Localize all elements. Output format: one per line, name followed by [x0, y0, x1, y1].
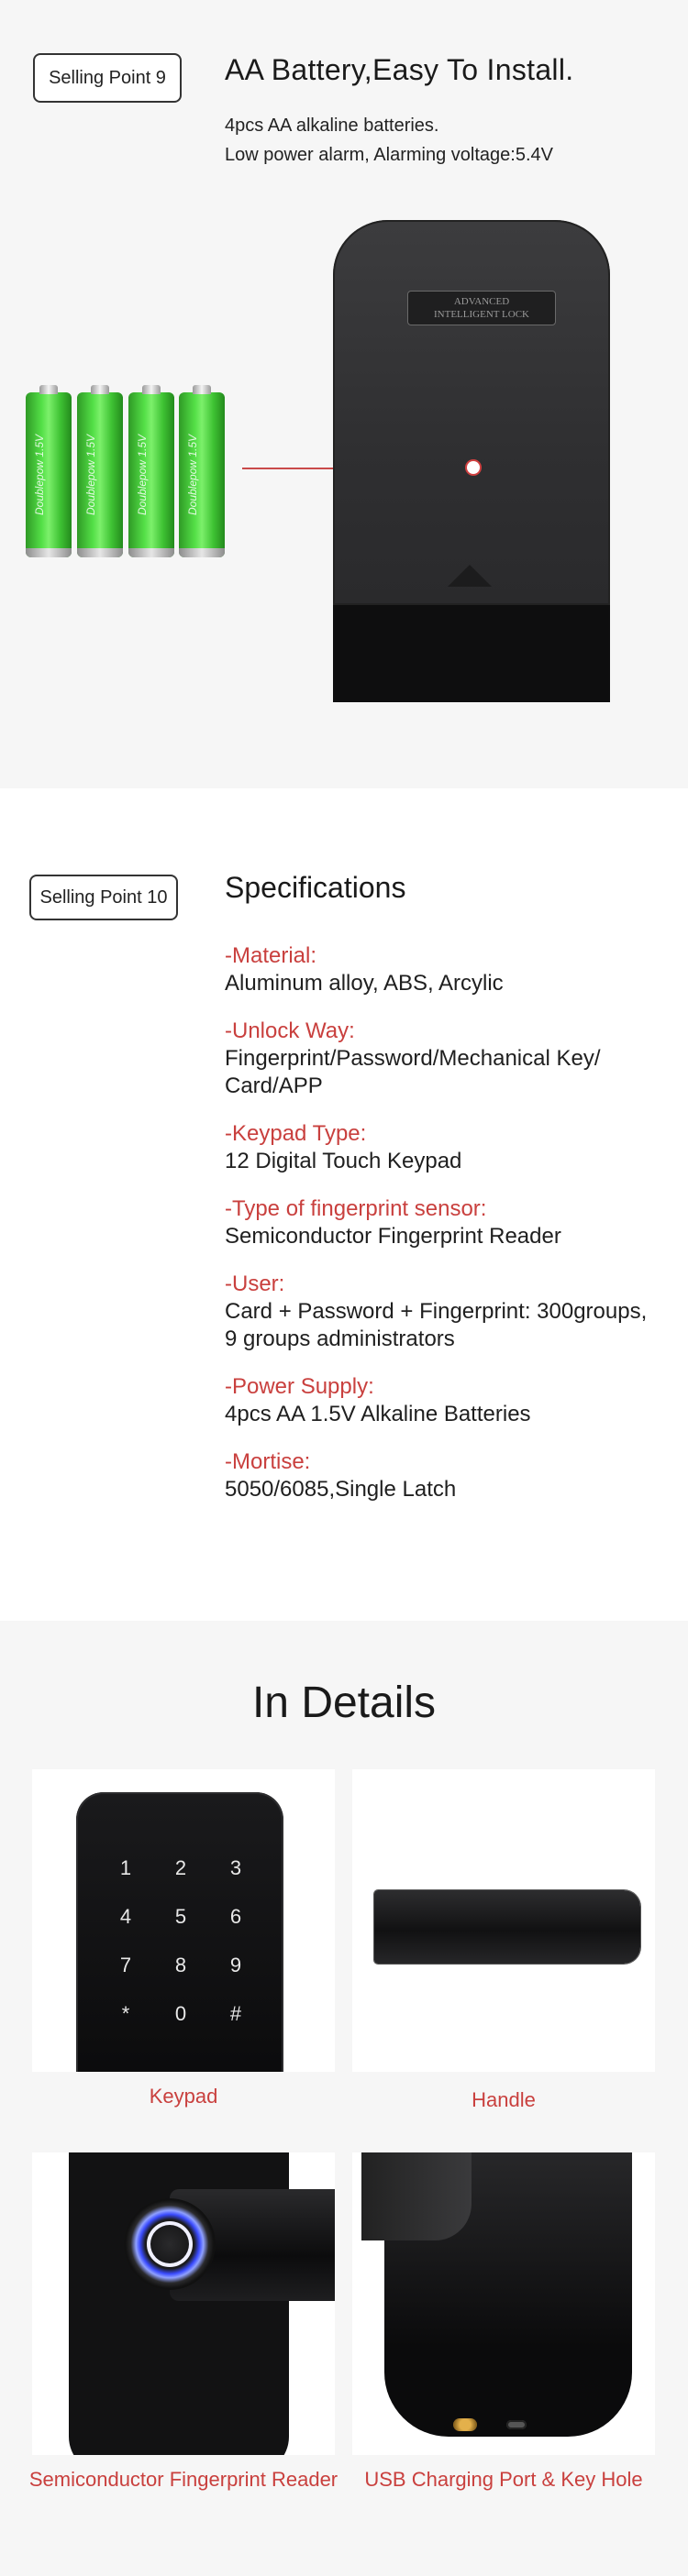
keypad-key: 6: [229, 1905, 242, 1928]
key-hole-icon: [453, 2418, 477, 2431]
spec-value: Card + Password + Fingerprint: 300groups, 9 groups administrators: [225, 1299, 648, 1351]
spec-label: -Unlock Way:: [225, 1018, 355, 1043]
handle-image: [352, 1769, 655, 2072]
battery-label: Doublepow 1.5V: [33, 434, 46, 516]
keypad-image: [32, 1769, 335, 2072]
battery-label: Doublepow 1.5V: [136, 434, 149, 516]
lock-brand-label: [407, 291, 556, 325]
keypad-key: #: [229, 2002, 242, 2025]
keypad-key: 5: [174, 1905, 187, 1928]
card-caption: Keypad: [149, 2085, 218, 2108]
selling-point-9-section: [0, 0, 688, 788]
handle-bar: [374, 1890, 640, 1964]
usb-port-icon: [506, 2420, 527, 2429]
in-details-section: [0, 1621, 688, 2576]
card-caption: USB Charging Port & Key Hole: [364, 2468, 643, 2491]
keypad-key: 3: [229, 1856, 242, 1879]
description-line: 4pcs AA alkaline batteries.: [225, 116, 439, 136]
card-caption: Semiconductor Fingerprint Reader: [28, 2468, 338, 2491]
keypad-key: 4: [119, 1905, 132, 1928]
aa-battery-image: [77, 392, 123, 557]
battery-label: Doublepow 1.5V: [186, 434, 199, 516]
fingerprint-reader-image: [32, 2152, 335, 2455]
keypad-key: 7: [119, 1954, 132, 1976]
spec-item: [225, 1373, 665, 1428]
section-heading: In Details: [251, 1679, 437, 1727]
keypad-key: 0: [174, 2002, 187, 2025]
spec-item: [225, 1120, 665, 1175]
spec-label: -User:: [225, 1271, 285, 1296]
lock-back-cover-image: [333, 220, 610, 605]
keypad-grid: [98, 1854, 263, 2029]
spec-item: [225, 1448, 665, 1503]
aa-battery-image: [128, 392, 174, 557]
keypad-key: 2: [174, 1856, 187, 1879]
spec-label: -Power Supply:: [225, 1374, 374, 1399]
spec-item: [225, 942, 665, 997]
keypad-key: 9: [229, 1954, 242, 1976]
spec-label: -Type of fingerprint sensor:: [225, 1196, 487, 1221]
usb-port-keyhole-image: [352, 2152, 655, 2455]
description-line: Low power alarm, Alarming voltage:5.4V: [225, 145, 553, 165]
spec-label: -Mortise:: [225, 1449, 311, 1474]
spec-label: -Material:: [225, 943, 317, 968]
spec-value: Aluminum alloy, ABS, Arcylic: [225, 971, 504, 996]
selling-point-badge: Selling Point 9: [33, 53, 182, 103]
lock-label-line: ADVANCED: [453, 296, 510, 307]
keypad-key: 1: [119, 1856, 132, 1879]
slide-arrow-icon: [448, 565, 492, 587]
selling-point-badge: Selling Point 10: [29, 875, 178, 920]
section-title: AA Battery,Easy To Install.: [225, 53, 574, 86]
section-title: Specifications: [225, 871, 406, 904]
spec-item: [225, 1018, 665, 1100]
spec-item: [225, 1195, 665, 1250]
spec-value: Fingerprint/Password/Mechanical Key/ Card/APP: [225, 1046, 601, 1098]
keypad-key: 8: [174, 1954, 187, 1976]
keypad-key: *: [121, 2002, 130, 2025]
pointer-dot-icon: [467, 461, 480, 474]
spec-value: Semiconductor Fingerprint Reader: [225, 1224, 561, 1249]
spec-list: [225, 942, 665, 1524]
spec-label: -Keypad Type:: [225, 1121, 367, 1146]
lock-bottom-panel: [333, 605, 610, 702]
spec-value: 4pcs AA 1.5V Alkaline Batteries: [225, 1402, 531, 1426]
spec-value: 5050/6085,Single Latch: [225, 1477, 457, 1502]
handle-part: [361, 2152, 472, 2240]
card-caption: Handle: [472, 2088, 536, 2111]
spec-item: [225, 1271, 665, 1353]
battery-label: Doublepow 1.5V: [84, 434, 97, 516]
aa-battery-image: [179, 392, 225, 557]
aa-battery-image: [26, 392, 72, 557]
spec-value: 12 Digital Touch Keypad: [225, 1149, 462, 1173]
selling-point-10-section: [0, 788, 688, 1621]
section-description: [225, 111, 553, 170]
lock-label-line: INTELLIGENT LOCK: [434, 309, 529, 320]
fingerprint-sensor-icon: [147, 2221, 193, 2267]
